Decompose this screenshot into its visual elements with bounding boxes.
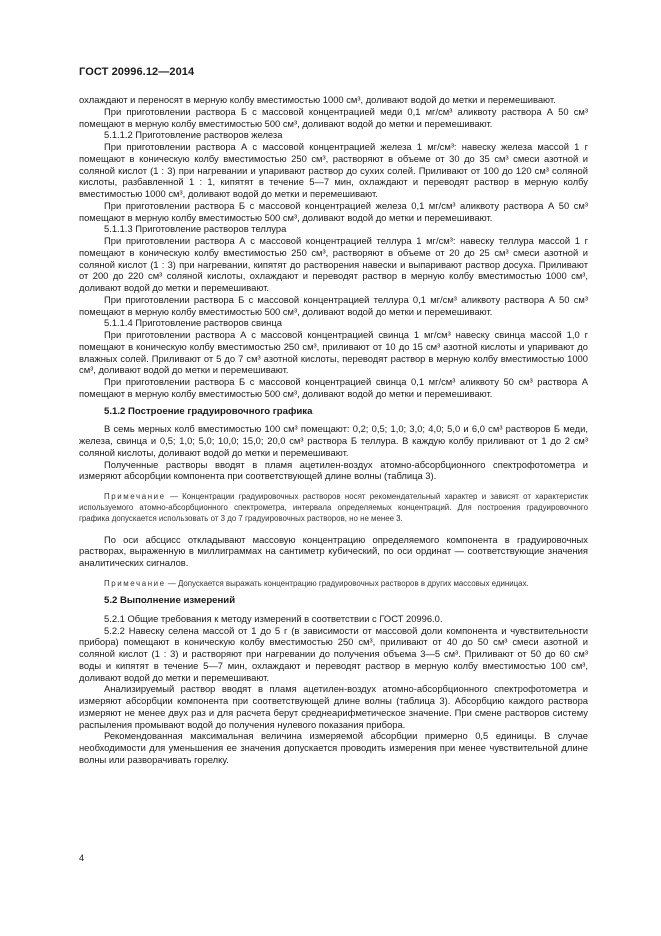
paragraph: Анализируемый раствор вводят в пламя ацетилен-воздух атомно-абсорбционного спектрофотометра и измеряют абсорбции компонента при соответствующей длине волны (таблица 3). Абсорбцию каждого раствора измеряют не менее двух раз и для расчета берут среднеарифметическое значение. При смене растворов систему распыления промывают водой до получения нулевого показания прибора. — [79, 683, 588, 730]
paragraph: В семь мерных колб вместимостью 100 см³ помещают: 0,2; 0,5; 1,0; 3,0; 4,0; 5,0 и 6,0 см³ растворов Б меди, железа, свинца и 0,5; 1,0; 5,0; 10,0; 15,0; 20,0 см³ раствора Б теллура. В каждую колбу приливают от 1 до 2 см³ соляной кислоты, доливают водой до метки и перемешивают. — [79, 423, 588, 458]
section-heading: 5.2 Выполнение измерений — [104, 595, 236, 607]
paragraph: При приготовлении раствора А с массовой концентрацией теллура 1 мг/см³: навеску теллура массой 1 г помещают в коническую колбу вместимостью 250 см³, растворяют в объеме от 20 до 25 см³ смеси азотной и соляной кислот (1 : 3) при нагревании, кипятят до растворения навески и выпаривают раствор досуха. Приливают от 200 до 220 см³ соляной кислоты, охлаждают и переводят раствор в мерную колбу вместимостью 1000 см³, доливают водой до метки и перемешивают. — [79, 235, 588, 293]
subsection-title: 5.1.1.4 Приготовление растворов свинца — [104, 317, 282, 329]
paragraph: При приготовлении раствора Б с массовой концентрацией теллура 0,1 мг/см³ аликвоту раствора А 50 см³ помещают в мерную колбу вместимостью 500 см³, доливают водой до метки и перемешивают. — [79, 293, 588, 317]
paragraph: При приготовлении раствора Б с массовой концентрацией железа 0,1 мг/см³ аликвоту раствора А 50 см³ помещают в мерную колбу вместимостью 500 см³, доливают водой до метки и перемешивают. — [79, 199, 588, 223]
page-number: 4 — [79, 852, 85, 863]
paragraph: По оси абсцисс откладывают массовую концентрацию определяемого компонента в градуировочных растворах, выраженную в миллиграммах на сантиметр кубический, по оси ординат — соответствующие значения аналитических сигналов. — [79, 533, 588, 569]
paragraph: Полученные растворы вводят в пламя ацетилен-воздух атомно-абсорбционного спектрофотометра и измеряют абсорбции компонента при соответствующей длине волны (таблица 3). — [79, 458, 588, 482]
section-heading: 5.1.2 Построение градуировочного графика — [104, 405, 313, 417]
subsection-title: 5.1.1.2 Приготовление растворов железа — [104, 129, 283, 141]
paragraph: 5.2.1 Общие требования к методу измерений в соответствии с ГОСТ 20996.0. — [104, 612, 443, 624]
paragraph: При приготовлении раствора А с массовой концентрацией железа 1 мг/см³: навеску железа массой 1 г помещают в коническую колбу вместимостью 250 см³, растворяют в объеме от 30 до 35 см³ смеси азотной и соляной кислот (1 : 3) при нагревании и упаривают раствор до сухих солей. Приливают от 100 до 120 см³ соляной кислоты, разбавленной 1 : 1, кипятят в течение 5—7 мин, охлаждают и переводят раствор в мерную колбу вместимостью 1000 см³, доливают водой до метки и перемешивают. — [79, 141, 588, 199]
note — [79, 491, 588, 525]
paragraph: Рекомендованная максимальная величина измеряемой абсорбции примерно 0,5 единицы. В случае необходимости для уменьшения ее значения допускается проводить измерения при менее чувствительной длине волны или разворачивать горелку. — [79, 730, 588, 765]
paragraph: охлаждают и переносят в мерную колбу вместимостью 1000 см³, доливают водой до метки и перемешивают. — [79, 94, 556, 105]
note-label: Примечание — [104, 492, 166, 501]
paragraph: При приготовлении раствора Б с массовой концентрацией свинца 0,1 мг/см³ аликвоту 50 см³ раствора А помещают в мерную колбу вместимостью 500 см³, доливают водой до метки и перемешивают. — [79, 376, 588, 399]
note-label: Примечание — [104, 578, 166, 588]
document-header: ГОСТ 20996.12—2014 — [79, 66, 195, 78]
note-text: — Допускается выражать концентрацию градуировочных растворов в других массовых единицах. — [165, 578, 529, 588]
paragraph: 5.2.2 Навеску селена массой от 1 до 5 г (в зависимости от массовой доли компонента и чувствительности прибора) помещают в коническую колбу вместимостью 250 см³, приливают от 40 до 50 см³ смеси азотной и соляной кислот (1 : 3) и растворяют при нагревании до получения объема 3—5 см³. Приливают от 50 до 60 см³ воды и кипятят в течение 5—7 мин, охлаждают и переводят раствор в мерную колбу вместимостью 100 см³, доливают водой до метки и перемешивают. — [79, 624, 588, 683]
note — [79, 578, 588, 589]
paragraph: При приготовлении раствора А с массовой концентрацией свинца 1 мг/см³ навеску свинца массой 1,0 г помещают в коническую колбу вместимостью 250 см³, приливают от 10 до 15 см³ азотной кислоты и упаривают до влажных солей. Приливают от 5 до 7 см³ азотной кислоты, переводят раствор в мерную колбу вместимостью 1000 см³, доливают водой до метки и перемешивают. — [79, 329, 588, 376]
note-text: — Концентрации градуировочных растворов носят рекомендательный характер и зависят от характеристик используемого атомно-абсорбционного спектрометра, интервала определяемых концентраций. Для построения градуировочного графика допускается использовать от 3 до 7 градуировочных растворов, но не менее 3. — [79, 492, 588, 524]
paragraph: При приготовлении раствора Б с массовой концентрацией меди 0,1 мг/см³ аликвоту раствора А 50 см³ помещают в мерную колбу вместимостью 500 см³, доливают водой до метки и перемешивают. — [79, 105, 588, 129]
subsection-title: 5.1.1.3 Приготовление растворов теллура — [104, 223, 287, 235]
document-body — [79, 94, 588, 766]
